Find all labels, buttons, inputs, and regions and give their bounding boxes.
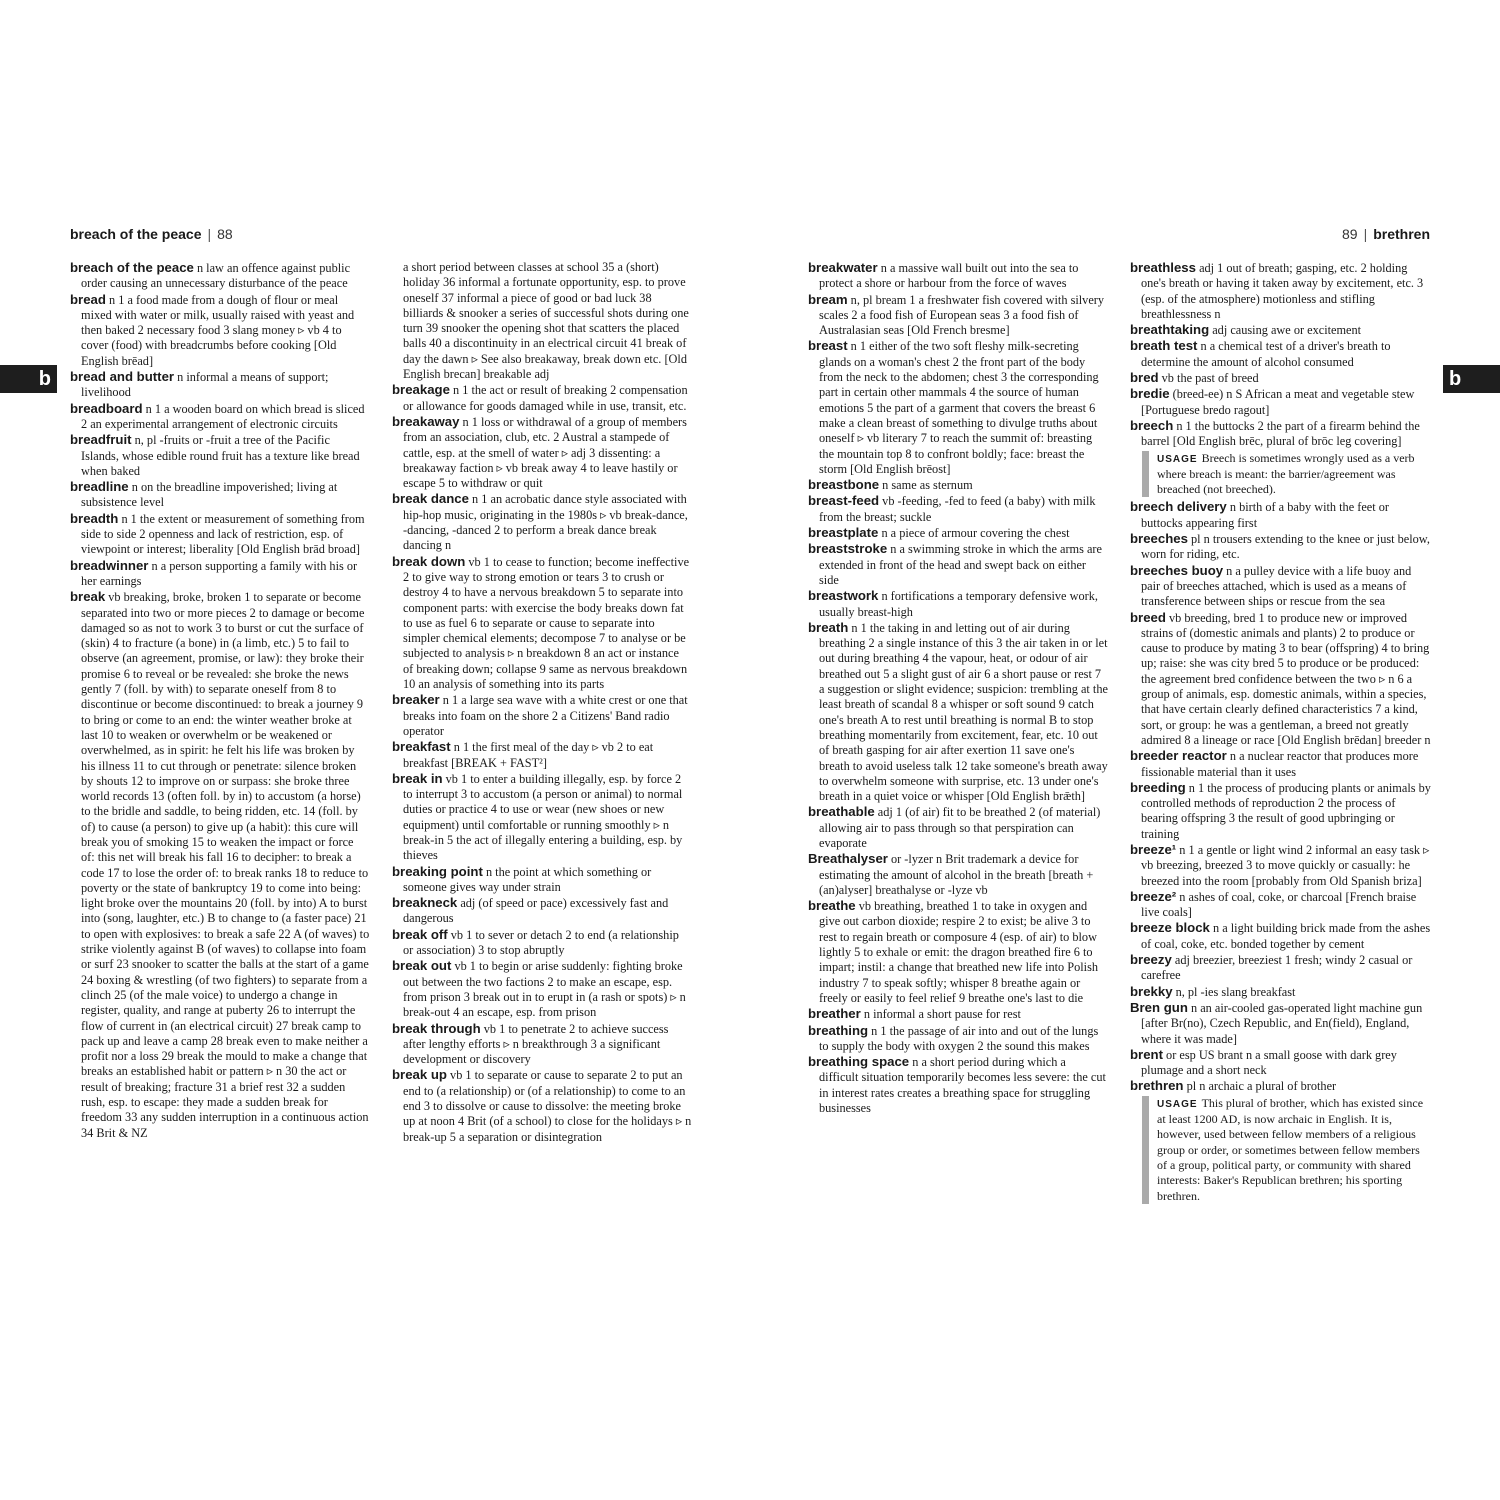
dictionary-entry — [392, 414, 692, 491]
entry-definition: n 1 loss or withdrawal of a group of members from an association, club, etc. 2 Austral a stampede of cattle, esp. at the smell of water ▹ adj 3 dissenting: a breakaway faction ▹ vb break away 4 to leave hastily or escape 5 to withdraw or quit — [403, 414, 687, 491]
entry-definition: vb the past of breed — [1161, 371, 1259, 386]
dictionary-entry — [808, 541, 1108, 588]
entry-headword: break in — [392, 770, 443, 786]
dictionary-entry — [1130, 386, 1432, 418]
entry-headword: break out — [392, 958, 452, 974]
entry-definition: n a piece of armour covering the chest — [881, 526, 1070, 541]
dictionary-entry — [808, 260, 1108, 292]
entry-headword: break through — [392, 1020, 481, 1036]
usage-note — [1142, 451, 1432, 498]
header-headword: brethren — [1373, 226, 1430, 242]
entry-headword: bred — [1130, 370, 1159, 386]
entry-definition: n a swimming stroke in which the arms are extended in front of the head and swept back on either side — [819, 542, 1102, 587]
dictionary-entry — [1130, 610, 1432, 749]
entry-definition: n a chemical test of a driver's breath to determine the amount of alcohol consumed — [1141, 339, 1391, 369]
dictionary-entry — [808, 525, 1108, 541]
entry-definition: vb 1 to penetrate 2 to achieve success after lengthy efforts ▹ n breakthrough 3 a significant development or discovery — [403, 1021, 669, 1067]
entry-definition: vb 1 to cease to function; become ineffective 2 to give way to strong emotion or tears 3 to crush or destroy 4 to have a nervous breakdown 5 to separate into component parts: with exercise the body breaks down fat to use as fuel 6 to separate or cause to separate into simpler chemical elements; decompose 7 to analyse or be subjected to analysis ▹ n breakdown 8 an act or instance of breaking down; collapse 9 same as nervous breakdown 10 an analysis of something into its parts — [403, 554, 690, 692]
entry-headword: Breathalyser — [808, 851, 888, 867]
dictionary-entry — [1130, 499, 1432, 531]
dictionary-entry — [70, 589, 370, 1141]
dictionary-entry — [808, 588, 1108, 620]
entry-definition: pl n archaic a plural of brother — [1186, 1079, 1337, 1094]
entry-headword: bread — [70, 291, 106, 307]
dictionary-entry — [1130, 370, 1432, 386]
dictionary-entry — [808, 477, 1108, 493]
dictionary-entry — [70, 401, 370, 433]
entry-definition: vb breathing, breathed 1 to take in oxygen and give out carbon dioxide; respire 2 to exist; be alive 3 to rest to regain breath or composure 4 (esp. of air) to blow lightly 5 to exhale or emit: the dragon breathed fire 6 to impart; instil: a change that breathed new life into Polish industry 7 to speak softly; whisper 8 breathe again or freely or easily to feel relief 9 breathe one's last to die — [819, 899, 1099, 1005]
entry-headword: breakneck — [392, 895, 458, 911]
entry-headword: breakaway — [392, 413, 460, 429]
dictionary-entry — [392, 382, 692, 414]
dictionary-column-1 — [70, 260, 370, 1285]
entry-headword: breadfruit — [70, 432, 132, 448]
dictionary-entry — [392, 491, 692, 553]
entry-headword: breathtaking — [1130, 322, 1210, 338]
dictionary-entry — [1130, 952, 1432, 984]
dictionary-entry — [70, 292, 370, 369]
usage-text: Breech is sometimes wrongly used as a verb where breach is meant: the barrier/agreement was breached (not breeched). — [1157, 450, 1415, 497]
entry-headword: breeze¹ — [1130, 841, 1177, 857]
entry-headword: break up — [392, 1067, 447, 1083]
entry-headword: breeze block — [1130, 920, 1210, 936]
entry-definition: n informal a means of support; livelihood — [81, 370, 329, 400]
entry-definition: vb -feeding, -fed to feed (a baby) with milk from the breast; suckle — [819, 494, 1096, 524]
dictionary-entry — [392, 1021, 692, 1068]
entry-headword: breeze² — [1130, 888, 1177, 904]
dictionary-entry — [808, 493, 1108, 525]
entry-definition: vb 1 to separate or cause to separate 2 to put an end to (a relationship) or (of a relationship) to come to an end 3 to dissolve or cause to dissolve: the meeting broke up at noon 4 Brit (of a school) to close for the holidays ▹ n break-up 5 a separation or disintegration — [403, 1068, 692, 1144]
entry-definition: n, pl bream 1 a freshwater fish covered with silvery scales 2 a food fish of European seas 3 a food fish of Australasian seas [Old French bresme] — [819, 292, 1105, 338]
page-number: 89 — [1341, 226, 1358, 242]
entry-headword: breastplate — [808, 525, 879, 541]
entry-definition: n a person supporting a family with his or her earnings — [81, 558, 358, 588]
dictionary-entry — [808, 1006, 1108, 1022]
dictionary-column-4 — [1130, 260, 1432, 1285]
entry-headword: breadwinner — [70, 557, 149, 573]
dictionary-column-3 — [808, 260, 1108, 1285]
dictionary-entry — [70, 432, 370, 479]
dictionary-entry — [808, 338, 1108, 477]
entry-definition: (breed-ee) n S African a meat and vegetable stew [Portuguese bredo ragout] — [1141, 387, 1415, 417]
entry-headword: break — [70, 589, 106, 605]
entry-headword: breadth — [70, 510, 119, 526]
usage-label: USAGE — [1157, 1098, 1198, 1110]
entry-definition: vb breaking, broke, broken 1 to separate or become separated into two or more pieces 2 to damage or become damaged so as not to work 3 to burst or cut the surface of (skin) 4 to fracture (a bone) in (a limb, etc.) 5 to fail to observe (an agreement, promise, or law): they broke their promise 6 to reveal or be revealed: she broke the news gently 7 (foll. by with) to separate oneself from 8 to discontinue or become discontinued: to break a journey 9 to bring or come to an end: the winter weather broke at last 10 to weaken or overwhelm or be weakened or overwhelmed, as in spirit: he felt his life was broken by his illness 11 to cut through or penetrate: silence broken by shouts 12 to improve on or surpass: she broke three world records 13 (often foll. by in) to accustom (a horse) to the bridle and saddle, to being ridden, etc. 14 (foll. by of) to cause (a person) to give up (a habit): this cure will break you of smoking 15 to weaken the impact or force of: this net will break his fall 16 to decipher: to break a code 17 to lose the order of: to break ranks 18 to reduce to poverty or the state of bankruptcy 19 to come into being: light broke over the mountains 20 (foll. by into) A to burst into (song, laughter, etc.) B to change to (a faster pace) 21 to open with explosives: to break a safe 22 A (of waves) to strike violently against B (of waves) to collapse into foam or surf 23 snooker to scatter the balls at the start of a game 24 boxing & wrestling (of two fighters) to separate from a clinch 25 (of the male voice) to undergo a change in register, quality, and range at puberty 26 to interrupt the flow of current in (an electrical circuit) 27 break camp to pack up and leave a camp 28 break even to make neither a profit nor a loss 29 break the mould to make a change that breaks an established habit or pattern ▹ n 30 the act or result of breaking; fracture 31 a brief rest 32 a sudden rush, esp. to escape: they made a sudden break for freedom 33 any sudden interruption in a continuous action 34 Brit & NZ — [81, 590, 370, 1140]
dictionary-entry — [1130, 322, 1432, 338]
entry-definition: n ashes of coal, coke, or charcoal [French braise live coals] — [1141, 889, 1417, 920]
entry-definition: n fortifications a temporary defensive work, usually breast-high — [819, 589, 1098, 619]
thumb-index-tab: b — [0, 365, 57, 393]
entry-headword: brent — [1130, 1046, 1163, 1062]
entry-definition: a short period between classes at school 35 a (short) holiday 36 informal a fortunate opportunity, esp. to prove oneself 37 informal a piece of good or bad luck 38 billiards & snooker a series of successful shots during one turn 39 snooker the opening shot that scatters the placed balls 40 a discontinuity in an electrical circuit 41 break of day the dawn ▹ See also breakaway, break down etc. [Old English brecan] breakable adj — [403, 260, 689, 382]
dictionary-entry — [70, 479, 370, 511]
entry-definition: n birth of a baby with the feet or buttocks appearing first — [1141, 500, 1389, 530]
entry-definition: n an air-cooled gas-operated light machine gun [after Br(no), Czech Republic, and En(field), England, where it was made] — [1141, 1000, 1423, 1046]
entry-definition: vb breeding, bred 1 to produce new or improved strains of (domestic animals and plants) 2 to produce or cause to produce by mating 3 to bear (offspring) 4 to bring up; raise: she was city bred 5 to produce or be produced: the agreement bred confidence between the two ▹ n 6 a group of animals, esp. domestic animals, within a species, that have certain clearly defined characteristics 7 a kind, sort, or group: he was a gentleman, a breed not greatly admired 8 a lineage or race [Old English brēdan] breeder n — [1141, 610, 1431, 747]
dictionary-entry — [808, 898, 1108, 1006]
entry-headword: breathless — [1130, 260, 1196, 275]
entry-headword: breast-feed — [808, 493, 880, 509]
entry-definition: or esp US brant n a small goose with dark grey plumage and a short neck — [1141, 1047, 1397, 1078]
entry-headword: break down — [392, 553, 466, 569]
entry-headword: breath test — [1130, 338, 1198, 354]
dictionary-entry — [392, 927, 692, 959]
entry-headword: breather — [808, 1006, 861, 1022]
entry-definition: n 1 a food made from a dough of flour or meal mixed with water or milk, usually raised with yeast and then baked 2 necessary food 3 slang money ▹ vb 4 to cover (food) with breadcrumbs before cooking [Old English brēad] — [81, 292, 355, 368]
entry-definition: n 1 the buttocks 2 the part of a firearm behind the barrel [Old English brēc, plural of brōc leg covering] — [1141, 418, 1420, 449]
dictionary-entry — [1130, 842, 1432, 889]
entry-headword: breech — [1130, 417, 1174, 433]
dictionary-entry — [808, 620, 1108, 805]
entry-headword: breakwater — [808, 260, 878, 275]
usage-text: This plural of brother, which has existed since at least 1200 AD, is now archaic in English. It is, however, used between fellow members of a religious group or order, or sometimes between fellow members of a group, political party, or community with shared interests: Baker's Republican brethren; his sporting brethren. — [1157, 1095, 1424, 1203]
dictionary-entry — [1130, 1000, 1432, 1047]
entry-headword: breathe — [808, 898, 856, 914]
entry-definition: n 1 the first meal of the day ▹ vb 2 to eat breakfast [BREAK + FAST²] — [403, 740, 654, 770]
entry-headword: breaking point — [392, 863, 483, 879]
entry-headword: breech delivery — [1130, 499, 1227, 515]
entry-definition: adj causing awe or excitement — [1212, 323, 1362, 338]
entry-definition: n, pl -fruits or -fruit a tree of the Pacific Islands, whose edible round fruit has a texture like bread when baked — [81, 433, 360, 478]
entry-headword: bredie — [1130, 386, 1170, 402]
entry-definition: n 1 the passage of air into and out of the lungs to supply the body with oxygen 2 the sound this makes — [819, 1023, 1099, 1053]
entry-definition: vb 1 to enter a building illegally, esp. by force 2 to interrupt 3 to accustom (a person or animal) to normal duties or practice 4 to use or wear (new shoes or new equipment) until comfortable or running smoothly ▹ n break-in 5 the act of illegally entering a building, esp. by thieves — [403, 771, 683, 863]
entry-headword: breakage — [392, 382, 450, 398]
entry-headword: breakfast — [392, 739, 451, 755]
entry-definition: pl n trousers extending to the knee or just below, worn for riding, etc. — [1141, 532, 1430, 562]
entry-definition: n 1 the extent or measurement of something from side to side 2 openness and lack of restriction, esp. of viewpoint or interest; liberality [Old English brād broad] — [81, 511, 365, 557]
dictionary-entry — [1130, 1047, 1432, 1079]
entry-headword: bream — [808, 291, 848, 307]
entry-definition: n 1 an acrobatic dance style associated with hip-hop music, originating in the 1980s ▹ vb break-dance, -dancing, -danced 2 to perform a break dance break dancing n — [403, 492, 688, 553]
dictionary-entry — [392, 739, 692, 771]
entry-headword: breeches — [1130, 531, 1188, 547]
entry-headword: breadline — [70, 479, 129, 495]
dictionary-entry — [392, 554, 692, 693]
entry-definition: n, pl -ies slang breakfast — [1175, 984, 1296, 999]
entry-headword: brethren — [1130, 1078, 1184, 1094]
header-headword: breach of the peace — [70, 226, 202, 242]
entry-definition: adj 1 (of air) fit to be breathed 2 (of material) allowing air to pass through so that perspiration can evaporate — [819, 805, 1101, 850]
entry-definition: n a massive wall built out into the sea to protect a shore or harbour from the force of waves — [819, 261, 1079, 291]
entry-headword: breastwork — [808, 588, 879, 604]
entry-headword: Bren gun — [1130, 999, 1188, 1015]
dictionary-entry — [1130, 260, 1432, 322]
dictionary-entry — [392, 1067, 692, 1144]
running-header-left: breach of the peace | 88 — [70, 226, 233, 242]
usage-note — [1142, 1096, 1432, 1204]
entry-definition: vb 1 to sever or detach 2 to end (a relationship or association) 3 to stop abruptly — [403, 927, 679, 958]
page-number: 88 — [217, 226, 233, 242]
dictionary-entry — [392, 771, 692, 864]
dictionary-column-2 — [392, 260, 692, 1285]
entry-headword: breeding — [1130, 779, 1186, 795]
entry-definition: n 1 either of the two soft fleshy milk-secreting glands on a woman's chest 2 the front part of the body from the neck to the abdomen; chest 3 the corresponding part in certain other mammals 4 the source of human emotions 5 the part of a garment that covers the breast 6 make a clean breast of something to divulge truths about oneself ▹ vb literary 7 to reach the summit of: breasting the mountain top 8 to confront boldly; face: breast the storm [Old English brēost] — [819, 339, 1099, 476]
entry-definition: adj breezier, breeziest 1 fresh; windy 2 casual or carefree — [1141, 953, 1413, 983]
dictionary-entry — [808, 1023, 1108, 1055]
entry-definition: n a nuclear reactor that produces more fissionable material than it uses — [1141, 749, 1419, 779]
entry-definition: adj 1 out of breath; gasping, etc. 2 holding one's breath or having it taken away by excitement, etc. 3 (esp. of the atmosphere) motionless and stifling breathlessness n — [1141, 261, 1424, 321]
dictionary-entry — [808, 804, 1108, 851]
entry-definition: n same as sternum — [882, 478, 973, 493]
dictionary-entry — [392, 864, 692, 896]
thumb-index-tab: b — [1443, 365, 1500, 393]
dictionary-entry — [392, 958, 692, 1020]
entry-definition: n 1 the act or result of breaking 2 compensation or allowance for goods damaged while in use, transit, etc. — [403, 383, 688, 413]
entry-headword: breeches buoy — [1130, 562, 1224, 578]
entry-definition: or -lyzer n Brit trademark a device for estimating the amount of alcohol in the breath [breath + (an)alyser] breathalyse or -lyze vb — [819, 852, 1094, 897]
entry-headword: breast — [808, 338, 848, 354]
entry-definition: n 1 the taking in and letting out of air during breathing 2 a single instance of this 3 the air taken in or let out during breathing 4 the vapour, heat, or odour of air breathed out 5 a slight gust of air 6 a short pause or rest 7 a suggestion or slight evidence; suspicion: trembling at the least breath of scandal 8 a whisper or soft sound 9 catch one's breath A to rest until breathing is normal B to stop breathing momentarily from excitement, fear, etc. 10 out of breath gasping for air after exertion 11 save one's breath to avoid useless talk 12 take someone's breath away to overwhelm someone with surprise, etc. 13 under one's breath in a quiet voice or whisper [Old English brǣth] — [819, 620, 1108, 804]
entry-headword: breadboard — [70, 400, 143, 416]
entry-headword: breezy — [1130, 952, 1172, 968]
dictionary-entry — [1130, 418, 1432, 450]
dictionary-entry — [70, 511, 370, 558]
dictionary-entry — [392, 692, 692, 739]
dictionary-entry — [808, 1054, 1108, 1116]
entry-headword: breach of the peace — [70, 260, 194, 275]
entry-headword: bread and butter — [70, 369, 175, 385]
entry-headword: breeder reactor — [1130, 748, 1227, 764]
dictionary-entry — [70, 260, 370, 292]
dictionary-entry — [1130, 338, 1432, 370]
entry-definition: adj (of speed or pace) excessively fast and dangerous — [403, 896, 669, 926]
dictionary-entry — [1130, 920, 1432, 952]
entry-headword: brekky — [1130, 983, 1173, 999]
entry-definition: n law an offence against public order causing an unnecessary disturbance of the peace — [81, 261, 351, 291]
entry-headword: break dance — [392, 491, 469, 507]
running-header-right: 89 | brethren — [1341, 226, 1430, 242]
entry-headword: breaker — [392, 692, 440, 708]
entry-definition: n 1 a wooden board on which bread is sliced 2 an experimental arrangement of electronic circuits — [81, 401, 365, 431]
dictionary-entry — [70, 558, 370, 590]
entry-headword: breastbone — [808, 477, 880, 493]
dictionary-entry — [808, 292, 1108, 339]
entry-headword: break off — [392, 926, 448, 942]
entry-definition: n 1 a gentle or light wind 2 informal an easy task ▹ vb breezing, breezed 3 to move quickly or casually: he breezed into the room [probably from Old Spanish briza] — [1141, 842, 1430, 888]
entry-headword: breath — [808, 619, 849, 635]
entry-headword: breathing — [808, 1022, 869, 1038]
entry-definition: n 1 a large sea wave with a white crest or one that breaks into foam on the shore 2 a Citizens' Band radio operator — [403, 693, 688, 738]
dictionary-entry — [392, 895, 692, 927]
entry-definition: n a light building brick made from the ashes of coal, coke, etc. bonded together by cement — [1141, 921, 1431, 951]
dictionary-entry — [1130, 889, 1432, 921]
entry-definition: n a pulley device with a life buoy and pair of breeches attached, which is used as a means of transference between ships or rescue from the sea — [1141, 563, 1412, 609]
entry-definition: vb 1 to begin or arise suddenly: fighting broke out between the two factions 2 to make an escape, esp. from prison 3 break out in to erupt in (a rash or spots) ▹ n break-out 4 an escape, esp. from prison — [403, 959, 686, 1020]
entry-headword: breaststroke — [808, 541, 888, 557]
dictionary-entry — [1130, 1078, 1432, 1094]
dictionary-entry — [1130, 780, 1432, 842]
entry-headword: breathable — [808, 804, 875, 820]
entry-definition: n informal a short pause for rest — [863, 1007, 1021, 1022]
dictionary-entry — [1130, 984, 1432, 1000]
entry-definition: n a short period during which a difficult situation temporarily becomes less severe: the cut in interest rates creates a breathing space for struggling businesses — [819, 1055, 1106, 1116]
dictionary-entry — [1130, 531, 1432, 563]
dictionary-entry — [808, 851, 1108, 898]
entry-definition: n the point at which something or someone gives way under strain — [403, 864, 652, 894]
usage-label: USAGE — [1157, 453, 1198, 465]
entry-headword: breed — [1130, 609, 1166, 625]
entry-definition: n on the breadline impoverished; living at subsistence level — [81, 480, 338, 510]
dictionary-entry — [392, 260, 692, 382]
entry-definition: n 1 the process of producing plants or animals by controlled methods of reproduction 2 the process of bearing offspring 3 the result of good upbringing or training — [1141, 780, 1431, 841]
dictionary-entry — [1130, 563, 1432, 610]
dictionary-entry — [1130, 748, 1432, 780]
entry-headword: breathing space — [808, 1054, 910, 1070]
dictionary-entry — [70, 369, 370, 401]
